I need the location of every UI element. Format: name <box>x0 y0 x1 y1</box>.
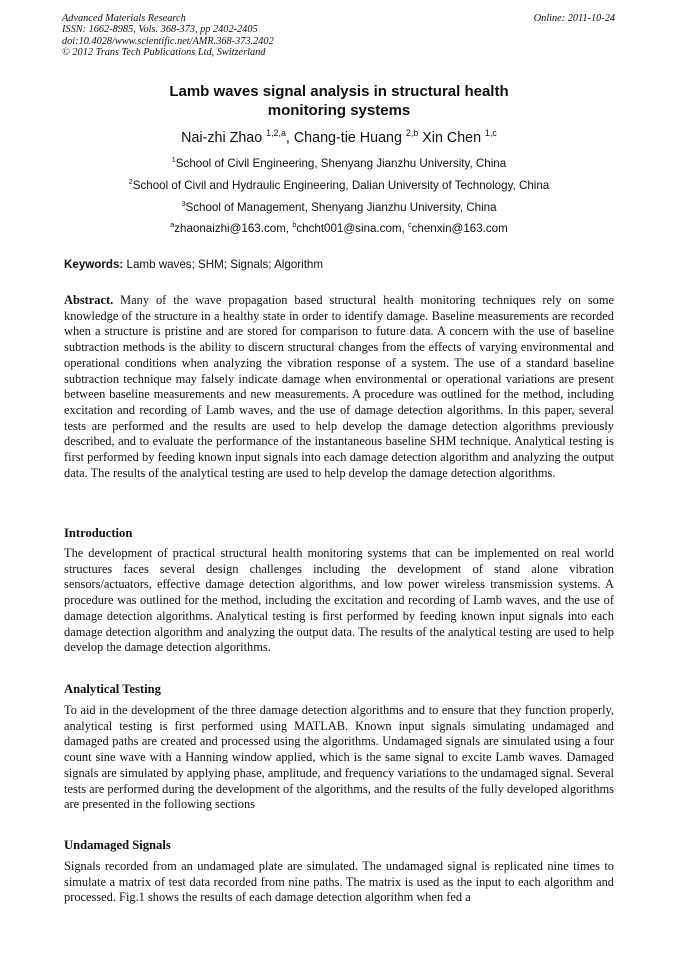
affiliation-sup: 3 <box>181 199 186 209</box>
copyright-line: © 2012 Trans Tech Publications Ltd, Switzerland <box>62 47 266 59</box>
journal-name: Advanced Materials Research <box>62 13 186 24</box>
title-line-2: monitoring systems <box>267 102 411 119</box>
author-name: Nai-zhi Zhao <box>181 130 263 146</box>
author-sup: 2,b <box>405 128 419 139</box>
email-sup: a <box>170 220 175 230</box>
section-heading-introduction: Introduction <box>64 526 133 540</box>
email-sup: c <box>408 220 412 230</box>
affiliation-sup: 2 <box>128 177 133 187</box>
affiliation-text: School of Management, Shenyang Jianzhu University, China <box>185 201 497 214</box>
keywords-text: Lamb waves; SHM; Signals; Algorithm <box>126 258 324 271</box>
email-link[interactable]: chenxin@163.com <box>411 222 508 235</box>
email-link[interactable]: zhaonaizhi@163.com <box>174 222 286 235</box>
author-name: Chang-tie Huang <box>293 130 402 146</box>
abstract <box>64 293 614 481</box>
author-sup: 1,c <box>485 128 497 139</box>
author-list: Nai-zhi Zhao $^{1,2,a}$, Chang-tie Huang $^{2,b}$ Xin Chen $^{1,c}$ <box>181 128 497 146</box>
keywords-label: Keywords: <box>64 258 124 271</box>
email-line: $^a$zhaonaizhi@163.com, $^b$chcht001@sina.com, $^c$chenxin@163.com <box>170 220 508 235</box>
affiliation-text: School of Civil Engineering, Shenyang Jianzhu University, China <box>175 157 507 170</box>
title-line-1: Lamb waves signal analysis in structural health <box>169 83 509 100</box>
abstract-label: Abstract. <box>64 293 114 307</box>
author-name: Xin Chen <box>422 130 482 146</box>
affiliation-1 <box>0 156 678 171</box>
issn-line: ISSN: 1662-8985, Vols. 368-373, pp 2402-2405 <box>62 24 258 36</box>
affiliation-2 <box>0 178 678 193</box>
journal-header <box>62 13 615 59</box>
affiliation-text: School of Civil and Hydraulic Engineering, Dalian University of Technology, China <box>132 179 550 192</box>
doi-line: doi:10.4028/www.scientific.net/AMR.368-373.2402 <box>62 35 274 47</box>
section-text-analytical-testing: To aid in the development of the three damage detection algorithms and to ensure that they function properly, analytical testing is first performed using MATLAB. Known input signals simulating undamaged and damaged paths are created and processed using the algorithms. Undamaged signals are simulated using a four count sine wave with a Hanning window applied, which is the same signal to excite Lamb waves. Damaged signals are simulated by applying phase, amplitude, and frequency variations to the undamaged signal. Several tests are performed during the development of the algorithms, and the results of the fully developed algorithms are presented in the following sections <box>64 703 614 812</box>
affiliation-3 <box>0 200 678 215</box>
section-heading-analytical-testing: Analytical Testing <box>64 682 161 696</box>
author-sup: 1,2,a <box>266 128 286 139</box>
keywords <box>64 258 323 271</box>
section-text-undamaged-signals: Signals recorded from an undamaged plate are simulated. The undamaged signal is replicated nine times to simulate a matrix of test data recorded from nine paths. The matrix is used as the input to each algorithm and processed. Fig.1 shows the results of each damage detection algorithm when fed a <box>64 859 614 905</box>
online-date: Online: 2011-10-24 <box>533 13 615 24</box>
email-link[interactable]: chcht001@sina.com <box>296 222 402 235</box>
abstract-text: Many of the wave propagation based structural health monitoring techniques rely on some knowledge of the structure in a healthy state in order to identify damage. Baseline measurements are recorded when a structure is pristine and are stored for comparison to future data. A concern with the use of baseline subtraction methods is the ability to discern structural changes from the effects of varying environmental and operational conditions when analyzing the vibration response of a system. The use of a standard baseline subtraction technique may falsely indicate damage when environmental or operational variations are present between baseline measurements and new measurements. A procedure was outlined for the method, including excitation and recording of Lamb waves, and the use of damage detection algorithms. In this paper, several tests are performed and the results are used to help develop the damage detection algorithms previously described, and to evaluate the performance of the instantaneous baseline SHM technique. Analytical testing is first performed by feeding known input signals into each damage detection algorithm and analyzing the output data. The results of the analytical testing are used to help develop the damage detection algorithms. <box>64 293 614 480</box>
email-sup: b <box>292 220 297 230</box>
affiliation-sup: 1 <box>171 155 176 165</box>
section-text-introduction: The development of practical structural health monitoring systems that can be implemented on real world structures faces several design challenges including the development of stand alone vibration sensors/actuators, effective damage detection algorithms, and low power wireless transmission systems. A procedure was outlined for the method, including the excitation and recording of Lamb waves, and the use of damage detection algorithms. Analytical testing is first performed by feeding known input signals into each damage detection algorithm and analyzing the output data. The results of the analytical testing are used to help develop the damage detection algorithms. <box>64 546 614 655</box>
section-heading-undamaged-signals: Undamaged Signals <box>64 838 171 852</box>
paper-title <box>0 82 678 120</box>
